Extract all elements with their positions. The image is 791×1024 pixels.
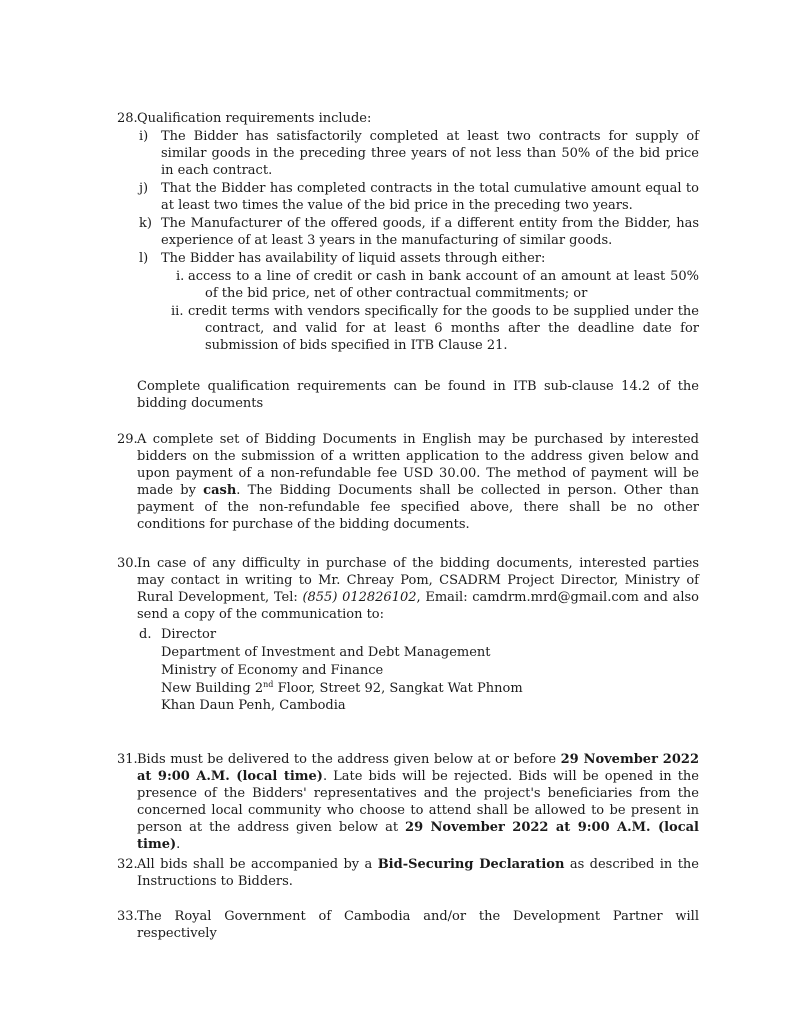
item-30-number: 30. bbox=[117, 556, 138, 571]
item-31-deadline-2: 29 November 2022 at 9:00 A.M. (local time) bbox=[137, 820, 699, 852]
item-32-number: 32. bbox=[117, 857, 138, 872]
item-29-text-after: . The Bidding Documents shall be collected in person. Other than payment of the non-refundable fee specified above, there shall be no other conditions for purchase of the bidding documents. bbox=[137, 483, 699, 532]
item-28-sub-ii-text bbox=[188, 303, 699, 354]
item-30-paragraph bbox=[137, 555, 699, 623]
item-30-text-before: In case of any difficulty in purchase of the bidding documents, interested parties may contact in writing to Mr. Chreay Pom, CSADRM Project Director, Ministry of Rural Development, Tel: bbox=[137, 556, 699, 605]
item-29-payment-method: cash bbox=[203, 483, 237, 498]
item-28-note: Complete qualification requirements can be found in ITB sub-clause 14.2 of the bidding documents bbox=[137, 379, 699, 411]
address-building-post: Floor, Street 92, Sangkat Wat Phnom bbox=[273, 681, 523, 696]
item-28-sub-mark-i: i. bbox=[176, 269, 185, 284]
item-28-sub-i-text bbox=[188, 268, 699, 302]
item-28-requirement-i: The Bidder has satisfactorily completed at least two contracts for supply of similar goods in the preceding three years of not less than 50% of the bid price in each contract. bbox=[161, 129, 699, 178]
item-31-text-1: Bids must be delivered to the address given below at or before bbox=[137, 752, 561, 767]
item-28-intro: Qualification requirements include: bbox=[137, 111, 372, 126]
item-30-text-after: , Email: camdrm.mrd@gmail.com and also send a copy of the communication to: bbox=[137, 590, 699, 622]
item-31-number: 31. bbox=[117, 752, 138, 767]
item-28-mark-l: l) bbox=[139, 251, 149, 266]
item-30-phone: (855) 012826102 bbox=[302, 590, 417, 605]
item-28-number: 28. bbox=[117, 111, 138, 126]
item-28-requirement-l: The Bidder has availability of liquid assets through either: bbox=[161, 251, 546, 266]
item-33-paragraph: The Royal Government of Cambodia and/or the Development Partner will respectively bbox=[137, 909, 699, 941]
item-31-text-2: . Late bids will be rejected. Bids will be opened in the presence of the Bidders' representatives and the project's beneficiaries from the concerned local community who choose to attend shall be allowed to be present in person at the address given below at bbox=[137, 769, 699, 835]
address-line-2: Department of Investment and Debt Management bbox=[161, 645, 491, 660]
item-31-deadline-1: 29 November 2022 at 9:00 A.M. (local time) bbox=[137, 752, 699, 784]
address-line-4 bbox=[161, 680, 523, 697]
item-30-address-mark: d. bbox=[139, 627, 152, 642]
item-28-requirement-j: That the Bidder has completed contracts in the total cumulative amount equal to at least two times the value of the bid price in the preceding two years. bbox=[161, 181, 699, 213]
address-building-pre: New Building 2 bbox=[161, 681, 264, 696]
item-28-mark-j: j) bbox=[139, 181, 149, 196]
item-31-text-3: . bbox=[176, 837, 181, 852]
item-32-text-1: All bids shall be accompanied by a bbox=[137, 857, 378, 872]
item-28-mark-k: k) bbox=[139, 216, 152, 231]
address-line-1: Director bbox=[161, 627, 217, 642]
item-28-sub-ii-body: credit terms with vendors specifically for the goods to be supplied under the contract, and valid for at least 6 months after the deadline date for submission of bids specified in ITB Clause 21. bbox=[188, 304, 699, 353]
item-32-text-2: as described in the Instructions to Bidders. bbox=[137, 857, 699, 889]
item-32-paragraph bbox=[137, 856, 699, 890]
item-28-requirement-k: The Manufacturer of the offered goods, if a different entity from the Bidder, has experience of at least 3 years in the manufacturing of similar goods. bbox=[161, 216, 699, 248]
address-line-3: Ministry of Economy and Finance bbox=[161, 663, 384, 678]
item-28-mark-i: i) bbox=[139, 129, 149, 144]
item-28-sub-mark-ii: ii. bbox=[171, 304, 184, 319]
address-line-5: Khan Daun Penh, Cambodia bbox=[161, 698, 346, 713]
item-33-number: 33. bbox=[117, 909, 138, 924]
item-29-number: 29. bbox=[117, 432, 138, 447]
item-29-paragraph bbox=[137, 431, 699, 533]
item-31-paragraph bbox=[137, 751, 699, 853]
item-29-text-before: A complete set of Bidding Documents in English may be purchased by interested bidders on the submission of a written application to the address given below and upon payment of a non-refundable fee USD 30.00. The method of payment will be made by bbox=[137, 432, 699, 498]
address-building-sup: nd bbox=[263, 680, 274, 689]
item-28-sub-i-body: access to a line of credit or cash in bank account of an amount at least 50% of the bid price, net of other contractual commitments; or bbox=[188, 269, 699, 301]
item-32-bid-securing: Bid-Securing Declaration bbox=[377, 857, 565, 872]
